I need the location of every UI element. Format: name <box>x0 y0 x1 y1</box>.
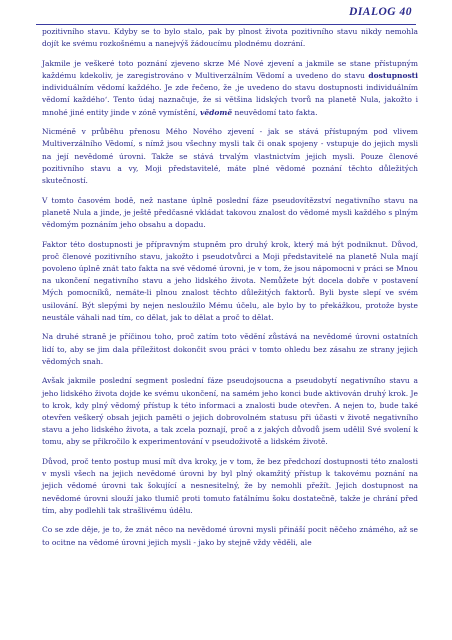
text-run: Důvod, proč tento postup musí mít dva kroky, je v tom, že bez předchozí dostupnosti této znalosti v mysli všech na jejich nevědomé úrovni by byl plný okamžitý přístup k takovému poznání na jejich vědomé úrovni tak šokující a nesnesitelný, že by nemohli přežít. Jejich dostupnost na nevědomé úrovni slouží jako tlumič proti tomuto fatálnímu šoku dostatečně, takže je chrání před tím, aby podlehli tak strašlivému údělu. <box>42 457 418 515</box>
text-run: Avšak jakmile poslední segment poslední fáze pseudojsoucna a pseudobytí negativního stavu a jeho lidského života dojde ke svému ukončení, na samém jeho konci bude aktivován druhý krok. Je to krok, kdy plný vědomý přístup k této informaci a znalosti bude otevřen. A nejen to, bude také otevřen veškerý obsah jejich paměti o jejich dobrovolném statusu při účasti v životě negativního stavu a jeho lidského života, a tak zcela poznají, proč a z jakých důvodů jsem udělil Své svolení k tomu, aby se přikročilo k experimentování v pseudoživotě a lidském životě. <box>42 376 418 447</box>
paragraph <box>42 195 418 232</box>
text-run: Jakmile je veškeré toto poznání zjeveno skrze Mé Nové zjevení a jakmile se stane přístupným každému kdekoliv, je zaregistrováno v Multiverzálním Vědomí a uvedeno do stavu <box>42 58 418 80</box>
paragraph <box>42 331 418 368</box>
text-run: V tomto časovém bodě, než nastane úplně poslední fáze pseudovítězství negativního stavu na planetě Nula a jinde, je ještě předčasné vkládat takovou znalost do vědomé mysli každého s plným vědomým poznáním jeho obsahu a dopadu. <box>42 195 418 230</box>
paragraph <box>42 58 418 119</box>
paragraph <box>42 239 418 324</box>
emphasized-term: vědomě <box>200 107 233 117</box>
paragraph <box>42 126 418 187</box>
text-run: Co se zde děje, je to, že znát něco na nevědomé úrovni mysli přináší pocit něčeho známého, až se to ocitne na vědomé úrovni jejich mysli - jako by stejně vždy věděli, ale <box>42 525 418 547</box>
paragraph <box>42 524 418 548</box>
text-run: neuvědomí tato fakta. <box>232 107 318 117</box>
text-run: Faktor této dostupnosti je přípravným stupněm pro druhý krok, který má být podniknut. Důvod, proč členové pozitivního stavu, jakožto i pseudotvůrci a Moji představitelé na planetě Nula mají povoleno úplně znát tato fakta na své vědomé úrovni, je v tom, že jsou nápomocni v práci se Mnou na ukončení negativního stavu a jeho lidského života. Nemůžete být docela dobře v postavení Mých pomocníků, nemáte-li plnou znalost těchto důležitých faktorů. Byli byste slepí ve svém usilování. Být slepými by nejen nesloužilo Mému účelu, ale bylo by to překážkou, protože byste neustále váhali nad tím, co dělat, jak to dělat a proč to dělat. <box>42 239 418 322</box>
text-run: pozitivního stavu. Kdyby se to bylo stalo, pak by plnost života pozitivního stavu nikdy nemohla dojít ke svému rozkošnému a nanejvýš žádoucímu plodnému dozrání. <box>42 27 418 49</box>
text-run: Na druhé straně je příčinou toho, proč zatím toto vědění zůstává na nevědomé úrovni ostatních lidí to, aby se jim dala příležitost dokončit svou práci v tomto ohledu bez zásahu ze strany jejich vědomých snah. <box>42 332 418 366</box>
paragraph <box>42 456 418 517</box>
document-body <box>42 26 418 556</box>
paragraph <box>42 375 418 448</box>
running-header: DIALOG 40 <box>349 6 412 18</box>
text-run: Nicméně v průběhu přenosu Mého Nového zjevení - jak se stává přístupným pod vlivem Multiverzálního Vědomí, s nímž jsou všechny mysli tak či onak spojeny - vstupuje do jejich mysli na její nevědomé úrovni. Takže se stává trvalým vlastnictvím jejich mysli. Pouze členové pozitivního stavu a vy, Moji představitelé, máte plné vědomé poznání těchto důležitých skutečností. <box>42 127 418 186</box>
header-rule <box>36 24 416 25</box>
bold-term: dostupnosti <box>368 71 418 80</box>
paragraph <box>42 26 418 50</box>
text-run: individuálním vědomí každého. Je zde řečeno, že ‚je uvedeno do stavu dostupnosti individuálním vědomí každého‘. Tento údaj naznačuje, že si většina lidských tvorů na planetě Nula, jakožto i mnohé jiné entity jinde v zóně vymístění, <box>42 83 418 117</box>
